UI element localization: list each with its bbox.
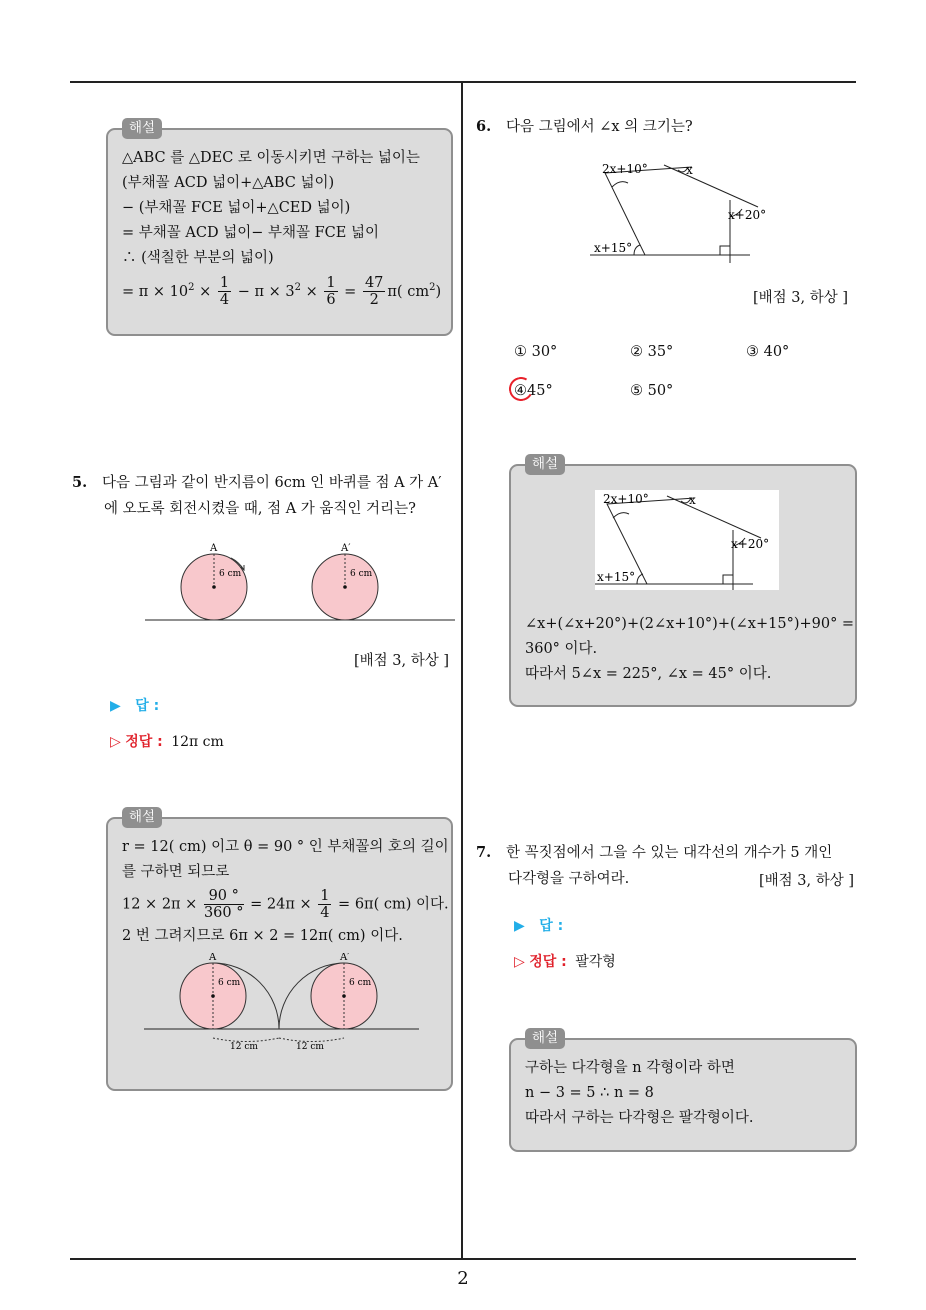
explanation-polygon-figure <box>595 490 779 590</box>
question-number: 7. <box>476 844 492 861</box>
fraction: $\frac{1}{4}$ <box>320 888 330 921</box>
svg-text:12 cm: 12 cm <box>230 1042 258 1052</box>
angle-label: 2x+10° <box>602 162 648 176</box>
explanation-line: 2 번 그려지므로 6π × 2 = 12π( cm) 이다. <box>122 928 403 944</box>
q5-question <box>72 470 457 522</box>
svg-text:x: x <box>689 493 696 507</box>
explanation-line: △ABC 를 △DEC 로 이동시키면 구하는 넓이는 <box>122 150 420 166</box>
choice-1[interactable]: ① 30° <box>514 344 558 360</box>
question-text: 다음 그림에서 ∠x 의 크기는? <box>506 119 693 135</box>
explanation-line: 360° 이다. <box>525 641 598 657</box>
q6-meta: [배점 3, 하상 ] <box>753 290 849 306</box>
svg-text:2x+10°: 2x+10° <box>603 492 649 506</box>
play-icon: ▶ <box>110 698 121 714</box>
fraction: $\frac{47}{2}$ <box>364 275 384 309</box>
correct-label: 정답 : <box>125 734 163 750</box>
explanation-line: ∴ (색칠한 부분의 넓이) <box>122 250 274 266</box>
correct-label: 정답 : <box>529 954 567 970</box>
arc-formula: 12 × 2π × $\frac{90 ^\circ}{360 ^\circ}$ = 24π × $\frac{1}{4}$ = 6π( cm) 이다. <box>122 888 449 921</box>
svg-text:12 cm: 12 cm <box>296 1042 324 1052</box>
top-rule <box>70 81 856 83</box>
correct-value: 12π cm <box>171 734 224 750</box>
radius-label: 6 cm <box>219 569 242 579</box>
answer-label: 답 : <box>539 918 564 934</box>
outline-play-icon: ▷ <box>110 734 121 750</box>
outline-play-icon: ▷ <box>514 954 525 970</box>
q5-answer-row <box>110 695 159 715</box>
explanation-tag: 해설 <box>525 454 565 475</box>
area-formula: = $\pi \times 10^2$ × $\frac{1}{4}$ − $\pi \times 3^2$ × $\frac{1}{6}$ = $\frac{47}{2}$ π( $cm^2$) <box>122 275 442 309</box>
bottom-rule <box>70 1258 856 1260</box>
explanation-line: = 부채꼴 ACD 넓이− 부채꼴 FCE 넓이 <box>122 225 379 241</box>
svg-text:6 cm: 6 cm <box>349 978 372 988</box>
fraction: $\frac{1}{6}$ <box>326 275 336 309</box>
choice-number: ④ <box>514 383 527 399</box>
fraction: $\frac{1}{4}$ <box>219 275 230 309</box>
question-text: 에 오도록 회전시켰을 때, 점 A 가 움직인 거리는? <box>104 501 416 517</box>
explanation-line: 따라서 구하는 다각형은 팔각형이다. <box>525 1110 754 1126</box>
q6-explanation-box <box>509 456 857 707</box>
svg-text:x+15°: x+15° <box>597 570 636 584</box>
choice-3[interactable]: ③ 40° <box>746 344 790 360</box>
rolling-wheel-figure <box>144 953 419 1053</box>
svg-text:6 cm: 6 cm <box>218 978 241 988</box>
q5-correct-row <box>110 731 224 751</box>
question-text: 다각형을 구하여라. <box>508 871 630 887</box>
correct-value: 팔각형 <box>575 954 616 970</box>
question-text: 한 꼭짓점에서 그을 수 있는 대각선의 개수가 5 개인 <box>506 845 833 861</box>
point-a-label: A <box>210 543 218 554</box>
explanation-tag: 해설 <box>122 118 162 139</box>
fraction: $\frac{90 ^\circ}{360 ^\circ}$ <box>203 888 244 921</box>
q7-meta: [배점 3, 하상 ] <box>759 873 855 889</box>
question-text: 다음 그림과 같이 반지름이 6cm 인 바퀴를 점 A 가 A′ <box>102 475 442 491</box>
q7-correct-row <box>514 951 616 971</box>
explanation-line: 따라서 5∠x = 225°, ∠x = 45° 이다. <box>525 666 772 682</box>
svg-text:x+20°: x+20° <box>731 537 770 551</box>
explanation-tag: 해설 <box>525 1028 565 1049</box>
choice-5[interactable]: ⑤ 50° <box>630 383 674 399</box>
q6-question <box>476 114 861 140</box>
q5-meta: [배점 3, 하상 ] <box>354 653 450 669</box>
question-number: 6. <box>476 118 492 135</box>
explanation-line: 구하는 다각형을 n 각형이라 하면 <box>525 1060 735 1076</box>
column-divider <box>461 83 463 1259</box>
question-number: 5. <box>72 474 88 491</box>
q5-explanation-box <box>106 809 453 1091</box>
choice-4[interactable] <box>514 383 553 399</box>
explanation-line: r = 12( cm) 이고 θ = 90 ° 인 부채꼴의 호의 길이 <box>122 839 449 855</box>
choice-value: 45° <box>527 383 553 399</box>
q7-answer-row <box>514 915 563 935</box>
angle-label: x+15° <box>594 241 633 255</box>
explanation-line: n − 3 = 5 ∴ n = 8 <box>525 1085 654 1101</box>
q7-explanation-box <box>509 1030 857 1152</box>
explanation-line: (부채꼴 ACD 넓이+△ABC 넓이) <box>122 175 335 191</box>
explanation-line: ∠x+(∠x+20°)+(2∠x+10°)+(∠x+15°)+90° = <box>525 616 855 632</box>
explanation-line: − (부채꼴 FCE 넓이+△CED 넓이) <box>122 200 351 216</box>
explanation-tag: 해설 <box>122 807 162 828</box>
q5-wheel-figure <box>145 538 455 624</box>
q6-polygon-figure <box>590 155 780 265</box>
explanation-line: 를 구하면 되므로 <box>122 864 230 880</box>
angle-label: x <box>686 163 693 177</box>
point-a-prime-label: A′ <box>341 543 351 554</box>
radius-label: 6 cm <box>350 569 373 579</box>
svg-text:A′: A′ <box>340 953 350 963</box>
svg-text:A: A <box>209 953 217 963</box>
choice-2[interactable]: ② 35° <box>630 344 674 360</box>
play-icon: ▶ <box>514 918 525 934</box>
answer-label: 답 : <box>135 698 160 714</box>
q4-explanation-box <box>106 120 453 336</box>
page-number: 2 <box>457 1268 469 1289</box>
angle-label: x+20° <box>728 208 767 222</box>
